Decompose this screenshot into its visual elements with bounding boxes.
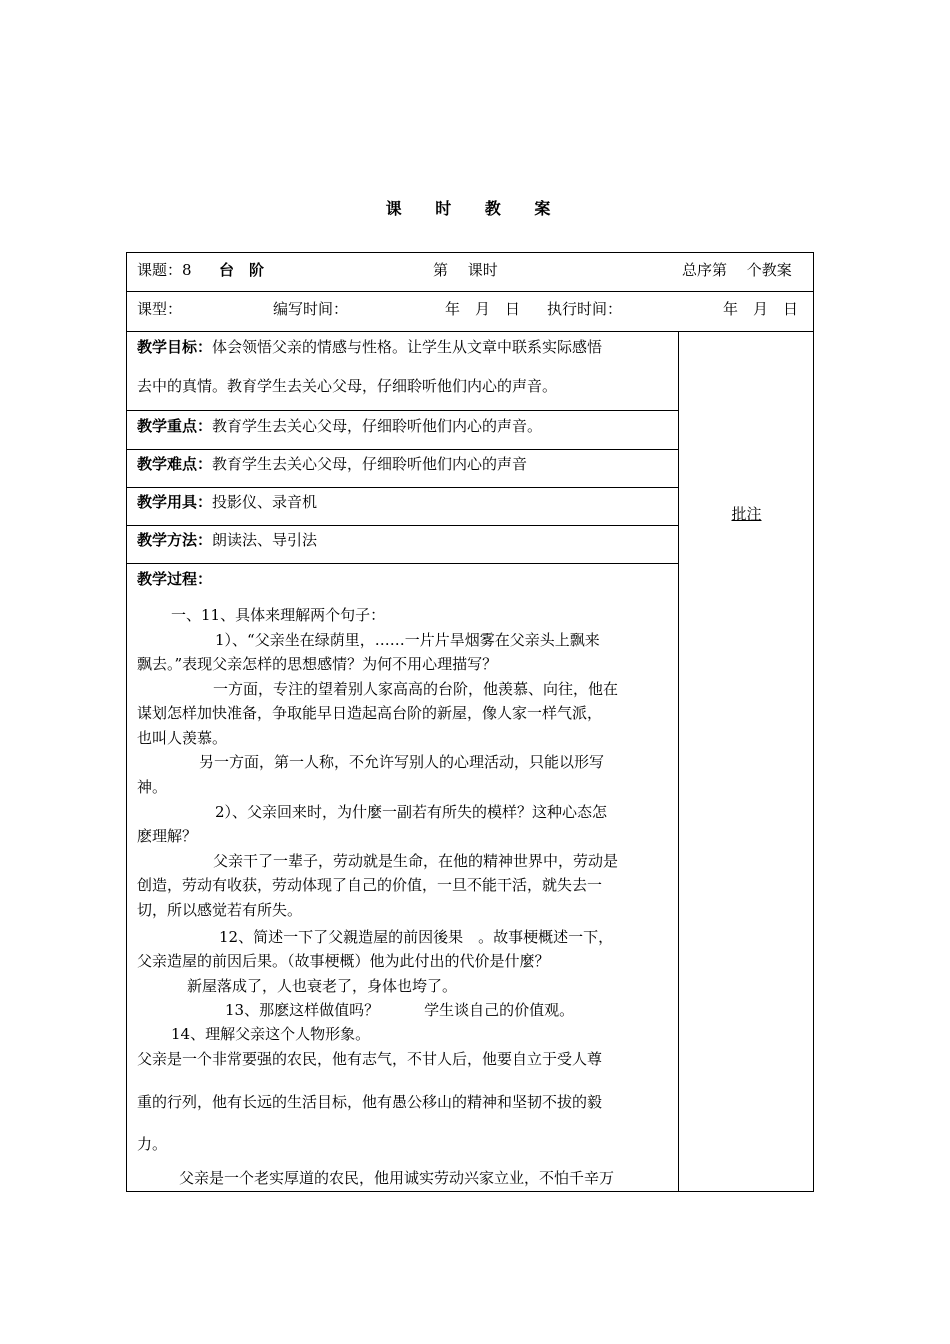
divider [127, 525, 678, 526]
focus-label: 教学重点： [137, 417, 213, 435]
tools-label: 教学用具： [137, 493, 213, 511]
process-line: 也叫人羡慕。 [137, 729, 228, 747]
exec-time-label: 执行时间： [547, 300, 623, 318]
goal-text: 体会领悟父亲的情感与性格。让学生从文章中联系实际感悟 [212, 338, 603, 356]
process-line: 1）、“父亲坐在绿荫里，……一片片旱烟雾在父亲头上飘来 [215, 631, 600, 649]
process-line: 一、11、具体来理解两个句子： [171, 606, 386, 624]
process-line: 一方面，专注的望着别人家高高的台阶，他羡慕、向往，他在 [213, 680, 619, 698]
topic-label: 课题：8 [137, 261, 192, 279]
process-line: 神。 [137, 778, 168, 796]
exec-date: 年 月 日 [723, 300, 799, 318]
process-line: 父亲是一个非常要强的农民，他有志气，不甘人后，他要自立于受人尊 [137, 1050, 603, 1068]
lesson-plan-table [126, 252, 814, 1192]
process-line: 父亲干了一辈子，劳动就是生命，在他的精神世界中，劳动是 [213, 852, 619, 870]
process-line: 12、简述一下了父親造屋的前因後果 。故事梗概述一下， [219, 928, 614, 946]
write-time-label: 编写时间： [273, 300, 349, 318]
tools-row [137, 491, 317, 512]
process-line: 麽理解？ [137, 827, 198, 845]
goal-row [137, 336, 602, 357]
tools-text: 投影仪、录音机 [212, 493, 318, 511]
divider [127, 410, 678, 411]
method-text: 朗读法、导引法 [212, 531, 318, 549]
total-sequence: 总序第 个教案 [682, 261, 792, 279]
difficulty-label: 教学难点： [137, 455, 213, 473]
topic-name: 台 阶 [219, 261, 265, 279]
process-line: 另一方面，第一人称，不允许写别人的心理活动，只能以形写 [199, 753, 605, 771]
process-label: 教学过程： [137, 570, 213, 588]
column-divider [678, 331, 679, 1191]
divider [127, 291, 814, 292]
process-line: 父亲造屋的前因后果。（故事梗概）他为此付出的代价是什麼？ [137, 952, 550, 970]
process-line: 创造，劳动有收获，劳动体现了自己的价值，一旦不能干活，就失去一 [137, 876, 603, 894]
write-date: 年 月 日 [445, 300, 521, 318]
goal-label: 教学目标： [137, 338, 213, 356]
divider [127, 331, 814, 332]
lesson-type-label: 课型： [137, 300, 183, 318]
process-line: 父亲是一个老实厚道的农民，他用诚实劳动兴家立业，不怕千辛万 [179, 1169, 615, 1187]
process-line: 新屋落成了，人也衰老了，身体也垮了。 [187, 977, 458, 995]
divider [127, 563, 678, 564]
process-line: 2）、父亲回来时，为什麼一副若有所失的模样？这种心态怎 [215, 803, 608, 821]
process-line: 飘去。”表现父亲怎样的思想感情？为何不用心理描写？ [137, 655, 498, 673]
lesson-number: 第 课时 [433, 261, 498, 279]
page-title: 课 时 教 案 [385, 199, 565, 218]
divider [127, 449, 678, 450]
method-row [137, 529, 317, 550]
difficulty-text: 教育学生去关心父母，仔细聆听他们内心的声音 [212, 455, 528, 473]
annotation-label: 批注 [731, 505, 762, 523]
process-line: 重的行列，他有长远的生活目标，他有愚公移山的精神和坚韧不拔的毅 [137, 1093, 603, 1111]
divider [127, 487, 678, 488]
method-label: 教学方法： [137, 531, 213, 549]
focus-text: 教育学生去关心父母，仔细聆听他们内心的声音。 [212, 417, 543, 435]
process-line: 14、理解父亲这个人物形象。 [171, 1025, 371, 1043]
goal-text-cont: 去中的真情。教育学生去关心父母，仔细聆听他们内心的声音。 [137, 377, 558, 395]
process-line: 13、那麽这样做值吗？ 学生谈自己的价值观。 [225, 1001, 575, 1019]
difficulty-row [137, 453, 527, 474]
process-line: 切，所以感觉若有所失。 [137, 901, 303, 919]
process-line: 谋划怎样加快准备，争取能早日造起高台阶的新屋，像人家一样气派， [137, 704, 603, 722]
process-line: 力。 [137, 1135, 168, 1153]
focus-row [137, 415, 542, 436]
